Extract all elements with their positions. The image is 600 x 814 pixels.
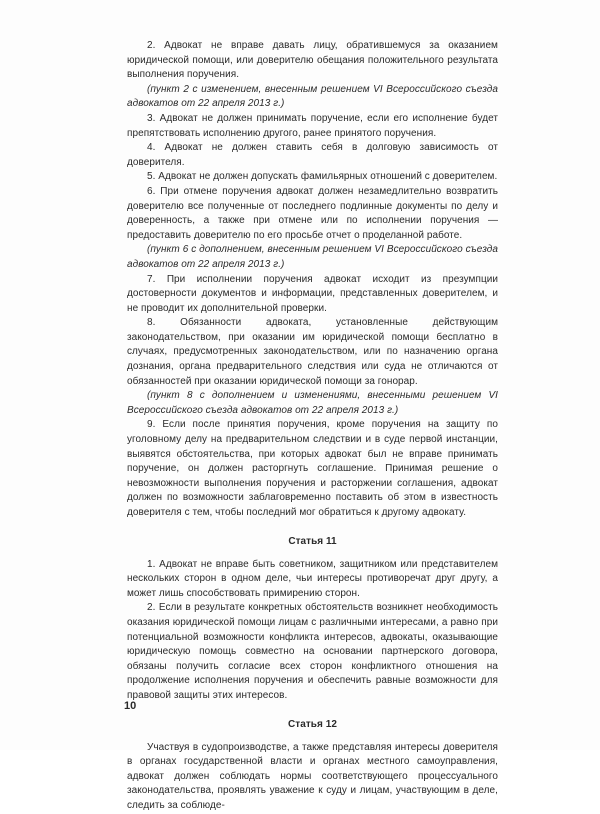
paragraph-6: 6. При отмене поручения адвокат должен незамедлительно возвратить доверителю все полученные от последнего подлинные документы по делу и доверенность, а также при отмене или по исполнении поручения — предоставить доверителю по его просьбе отчет о проделанной работе. (127, 185, 498, 241)
paragraph-3: 3. Адвокат не должен принимать поручение, если его исполнение будет препятствовать исполнению другого, ранее принятого поручения. (127, 112, 498, 139)
paragraph-8: 8. Обязанности адвоката, установленные действующим законодательством, при оказании им юридической помощи бесплатно в случаях, предусмотренных законодательством, или по назначению органа дознания, органа предварительного следствия или суда не отличаются от обязанностей при оказании юридической помощи за гонорар. (127, 317, 498, 387)
paragraph-2: 2. Адвокат не вправе давать лицу, обратившемуся за оказанием юридической помощи, или доверителю обещания положительного результата выполнения поручения. (127, 40, 498, 81)
article-12-paragraph: Участвуя в судопроизводстве, а также представляя интересы доверителя в органах государственной власти и органах местного самоуправления, адвокат должен соблюдать нормы соответствующего процессуального законодательства, проявлять уважение к суду и лицам, участвующим в деле, следить за соблюде- (127, 741, 498, 811)
article-11-paragraph-2: 2. Если в результате конкретных обстоятельств возникнет необходимость оказания юридической помощи лицам с различными интересами, а равно при потенциальной возможности конфликта интересов, адвокаты, оказывающие юридическую помощь совместно на основании партнерского договора, обязаны получить согласие всех сторон конфликтного отношения на продолжение исполнения поручения и обеспечить равные возможности для правовой защиты этих интересов. (127, 602, 498, 701)
paragraph-5: 5. Адвокат не должен допускать фамильярных отношений с доверителем. (147, 171, 498, 183)
page-number: 10 (124, 700, 137, 712)
article-11-title: Статья 11 (288, 535, 337, 547)
paragraph-4: 4. Адвокат не должен ставить себя в долговую зависимость от доверителя. (127, 142, 498, 168)
amendment-note-2: (пункт 2 с изменением, внесенным решением VI Всероссийского съезда адвокатов от 22 апреля 2013 г.) (127, 83, 498, 110)
amendment-note-8: (пункт 8 с дополнением и изменениями, внесенными решением VI Всероссийского съезда адвокатов от 22 апреля 2013 г.) (127, 390, 498, 416)
amendment-note-6: (пункт 6 с дополнением, внесенным решением VI Всероссийского съезда адвокатов от 22 апреля 2013 г.) (127, 244, 498, 270)
article-12-title: Статья 12 (288, 718, 337, 730)
article-11-paragraph-1: 1. Адвокат не вправе быть советником, защитником или представителем нескольких сторон в одном деле, чьи интересы противоречат друг другу, а может лишь способствовать примирению сторон. (127, 558, 498, 599)
paragraph-7: 7. При исполнении поручения адвокат исходит из презумпции достоверности документов и информации, представленных доверителем, и не проводит их дополнительной проверки. (127, 273, 498, 314)
paragraph-9: 9. Если после принятия поручения, кроме поручения на защиту по уголовному делу на предварительном следствии и в суде первой инстанции, выявятся обстоятельства, при которых адвокат был не вправе принимать поручение, он должен расторгнуть соглашение. Принимая решение о невозможности выполнения поручения и расторжении соглашения, адвокат должен по возможности заблаговременно поставить об этом в известность доверителя с тем, чтобы последний мог обратиться к другому адвокату. (127, 419, 498, 518)
article-text (127, 39, 498, 814)
